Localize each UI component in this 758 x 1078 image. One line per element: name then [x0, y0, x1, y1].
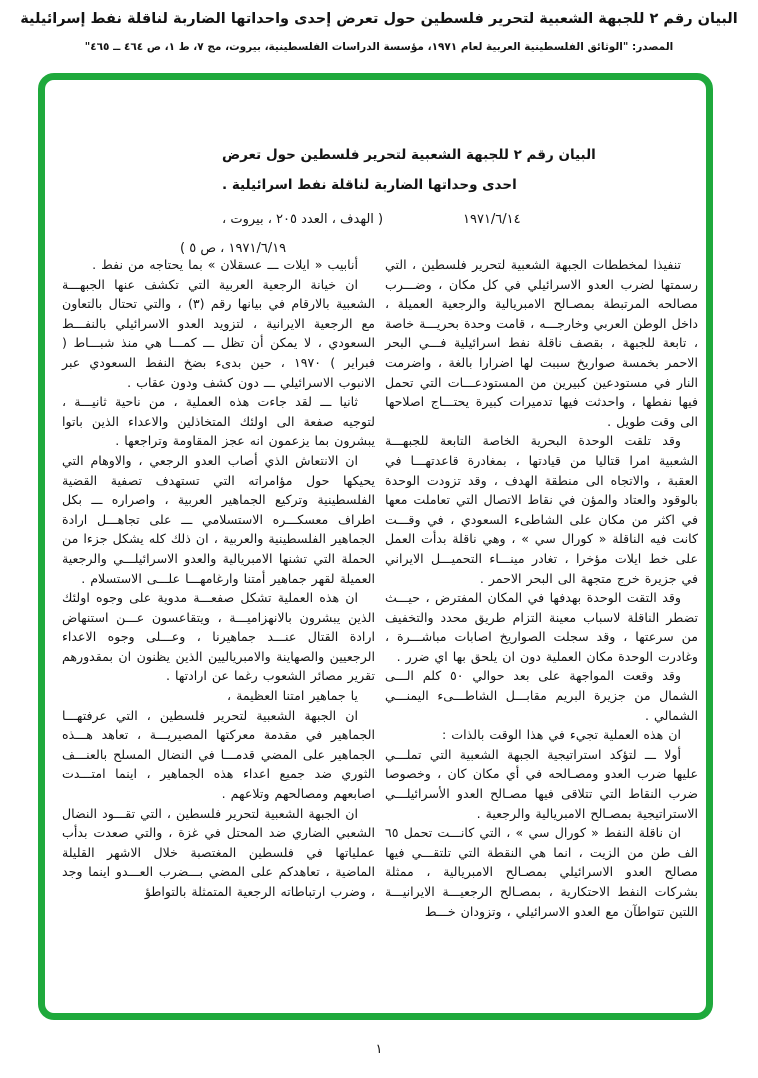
paragraph: ان خيانة الرجعية العربية التي تكشف عنها الجبهـــة الشعبية بالارقام في بيانها رقم (٣) ، والتي تحتال بالتعاون مع الرجعية الايرانية ، لتزويد العدو الاسرائيلي بالنفـــط السعودي ، لا يمكن أن تظل ـــ كمـــا هي منذ شبـــاط ( فبراير ) ١٩٧٠ ، حين بدىء بضخ النفط السعودي عبر الانبوب الاسرائيلي ـــ دون كشف ودون عقاب . — [62, 276, 375, 390]
text-column-right — [385, 255, 698, 921]
paragraph: يا جماهير امتنا العظيمة ، — [227, 688, 358, 704]
journal-citation-line1: ( الهدف ، العدد ٢٠٥ ، بيروت ، — [222, 212, 384, 227]
document-title-line2: احدى وحداتها الضاربة لناقلة نفط اسرائيلية . — [222, 177, 517, 193]
paragraph: ان الجبهة الشعبية لتحرير فلسطين ، التي تقـــود النضال الشعبي الضاري ضد المحتل في غزة ، والتي صعدت بدأب عملياتها في فلسطين المغتصبة خلال الاشهر القليلة الماضية ، تعاهدكم على المضي بـــضرب العـــدو اينما وجد ، وضرب ارتباطاته الرجعية المتمثلة بالتواطؤ — [62, 805, 375, 899]
document-date: ١٩٧١/٦/١٤ — [463, 212, 521, 227]
paragraph: ان الجبهة الشعبية لتحرير فلسطين ، التي عرفتهـــا الجماهير في مقدمة معركتها المصيريـــة ، تعاهد هـــذه الجماهير على المضي قدمـــا في النضال المسلح بالعنـــف الثوري ضد جميع اعداء هذه الجماهير ، اينما امتـــدت اصابعهم ومصالحهم وتلاعهم . — [62, 707, 375, 802]
paragraph: ان هذه العملية تجيء في هذا الوقت بالذات : — [442, 727, 681, 743]
paragraph: أولا ـــ لتؤكد استراتيجية الجبهة الشعبية التي تملـــي عليها ضرب العدو ومصـالحه في أي مكان كان ، وخصوصا ضرب النقاط التي تتلاقى فيها مصـالح العدو الأسرائيلـــي الاستراتيجية بمصـالح الامبريالية والرجعية . — [385, 746, 698, 821]
paragraph: ثانيا ـــ لقد جاءت هذه العملية ، من ناحية ثانيـــة ، لتوجيه صفعة الى اولئك المتخاذلين والاعداء الذين باتوا يبشرون بما يزعمون انه عجز المقاومة وتراجعها . — [62, 394, 375, 449]
source-citation: المصدر: "الوثائق الفلسطينية العربية لعام ١٩٧١، مؤسسة الدراسات الفلسطينية، بيروت، مج ٧، ط ١، ص ٤٦٤ ــ ٤٦٥" — [84, 41, 674, 53]
paragraph: وقد تلقت الوحدة البحرية الخاصة التابعة للجبهـــة الشعبية امرا قتاليا من قيادتها ، بمغادرة قاعدتهـــا في العقبة ، والاتجاه الى منطقة الهدف ، وقد تزودت الوحدة بالوقود والعتاد والمؤن في نقاط الاتصال التي تعاملت معها في اكثر من مكان على الشاطىء السعودي ، في وقـــت كانت فيه الناقلة « كورال سي » ، وهي ناقلة بدأت العمل على خط ايلات مؤخرا ، تغادر مينـــاء التحميـــل الايراني في جزيرة خرج متجهة الى البحر الاحمر . — [385, 433, 698, 586]
document-body — [62, 255, 698, 921]
page-title: البيان رقم ٢ للجبهة الشعبية لتحرير فلسطين حول تعرض إحدى واحداتها الضاربة لناقلة نفط إسرائيلية — [20, 11, 738, 27]
page-number: ١ — [375, 1042, 383, 1057]
journal-citation-line2: ١٩٧١/٦/١٩ ، ص ٥ ) — [180, 241, 287, 256]
paragraph: تنفيذا لمخططات الجبهة الشعبية لتحرير فلسطين ، التي رسمتها لضرب العدو الاسرائيلي في كل مكان ، وضـــرب مصالحه المرتبطة بمصـالح الامبريالية والرجعية العميلة ، داخل الوطن العربي وخارجـــه ، قامت وحدة بحريـــة خاصة ، تابعة للجبهة ، بقصف ناقلة نفط اسرائيلية فـــي البحر الاحمر بخمسة صواريخ سببت لها اضرارا بالغة ، واضرمت النار في مستودعين كبيرين من المستودعـــات التي تحمل فيها نفطها ، واحدثت فيها تدميرات كبيرة يحتـــاج اصلاحها الى وقت طويل . — [385, 257, 698, 429]
paragraph: وقد التقت الوحدة بهدفها في المكان المفترض ، حيـــث تضطر الناقلة لاسباب معينة التزام طريق محدد والتخفيف من سرعتها ، وقد سجلت الصواريخ اصابات مباشـــرة ، وغادرت الوحدة مكان العملية دون ان يلحق بها اي ضرر . — [385, 590, 698, 664]
paragraph: ان الانتعاش الذي أصاب العدو الرجعي ، والاوهام التي يحيكها حول مؤامراته التي تستهدف تصفية القضية الفلسطينية وتركيع الجماهير العربية ، واصراره ـــ بكل اطراف معسكـــره الاستسلامي ـــ على تجاهـــل ارادة الجماهير الفلسطينية والعربية ، ان ذلك كله يشكل جزءا من الحملة التي تشنها الامبريالية والعدو الاسرائيلـــي والرجعية العميلة لقهر جماهير أمتنا وارغامهـــا علـــى الاستسلام . — [62, 452, 375, 586]
document-title — [222, 140, 702, 200]
document-title-line1: البيان رقم ٢ للجبهة الشعبية لتحرير فلسطين حول تعرض — [222, 147, 596, 163]
paragraph: وقد وقعت المواجهة على بعد حوالي ٥٠ كلم الـــى الشمال من جزيرة البريم مقابـــل الشاطـــىء اليمنـــي الشمالي . — [385, 668, 698, 723]
text-column-left — [62, 255, 375, 921]
paragraph: ان هذه العملية تشكل صفعـــة مدوية على وجوه اولئك الذين يبشرون بالانهزاميـــة ، ويتقاعسون عـــن استنهاض ارادة القتال عنـــد جماهيرنا ، وعـــلى وجوه الاعداء الرجعيين والصهاينة والامبرياليين الذين يظنون ان بمقدورهم تقرير مصائر الشعوب رغما عن ارادتها . — [62, 590, 375, 684]
paragraph: ان ناقلة النفط « كورال سي » ، التي كانـــت تحمل ٦٥ الف طن من الزيت ، انما هي النقطة التي تلتقـــي فيها مصالح العدو الاسرائيلي بمصـالح الامبريالية ، ممثلة بشركات النفط الاحتكارية ، بمصـالح الرجعيـــة الايرانيـــة اللتين تتواطآن مع العدو الاسرائيلي ، وتزودان خـــط — [385, 825, 698, 919]
paragraph: أنابيب « ايلات ـــ عسقلان » بما يحتاجه من نفط . — [92, 257, 358, 272]
